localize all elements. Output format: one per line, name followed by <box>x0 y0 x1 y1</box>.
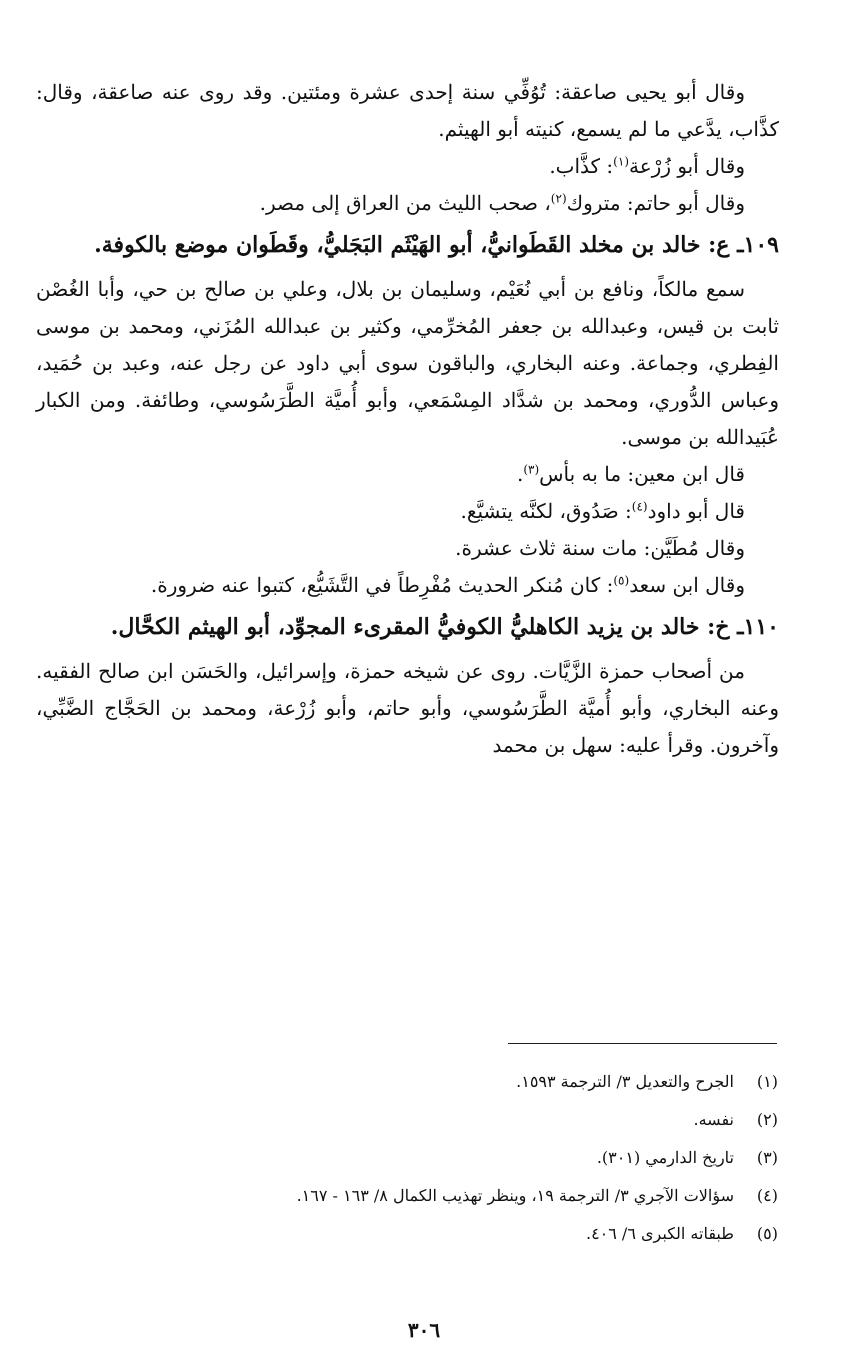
paragraph-text: وقال أبو زُرْعة <box>629 154 745 178</box>
quote-ibn-main <box>36 456 779 493</box>
footnote-number: (٣) <box>756 1148 778 1167</box>
quote-text: وقال ابن سعد <box>629 573 745 597</box>
quote-ibn-sad <box>36 567 779 604</box>
footnote-text: الجرح والتعديل ٣/ الترجمة ١٥٩٣. <box>516 1072 734 1091</box>
footnote-ref-4: (٤) <box>631 499 648 514</box>
paragraph-abu-hatim <box>36 185 779 222</box>
footnote-number: (١) <box>756 1072 778 1091</box>
footnote-item <box>60 1177 778 1215</box>
footnote-divider <box>508 1043 777 1044</box>
footnote-item <box>60 1215 778 1253</box>
quote-mutayyan: وقال مُطَيَّن: مات سنة ثلاث عشرة. <box>455 536 745 560</box>
paragraph-text: ، صحب الليث من العراق إلى مصر. <box>259 191 551 215</box>
entry-heading-109: ١٠٩ـ ع: خالد بن مخلد القَطَوانيُّ، أبو الهَيْثَم البَجَليُّ، وقَطَوان موضع بالكوفة. <box>94 232 779 258</box>
quote-abu-dawud <box>36 493 779 530</box>
entry-body-109: سمع مالكاً، ونافع بن أبي نُعَيْم، وسليمان بن بلال، وعلي بن صالح بن حي، وأبا الغُصْن ثابت بن قيس، وعبدالله بن جعفر المُخرِّمي، وكثير بن عبدالله المُزَني، ومحمد بن موسى الفِطري، وجماعة. وعنه البخاري، والباقون سوى أبي داود عن رجل عنه، وعبد بن حُمَيد، وعباس الدُّوري، ومحمد بن شدَّاد المِسْمَعي، وأبو أُميَّة الطَّرَسُوسي، وطائفة. ومن الكبار عُبَيدالله بن موسى. <box>36 277 779 449</box>
quote-text: قال ابن معين: ما به بأس <box>539 462 745 486</box>
footnote-text: نفسه. <box>693 1110 734 1129</box>
footnote-ref-1: (١) <box>613 154 629 169</box>
footnote-item <box>60 1139 778 1177</box>
paragraph-abu-yahya <box>36 74 779 148</box>
entry-body-110: من أصحاب حمزة الزَّيَّات. روى عن شيخه حمزة، وإسرائيل، والحَسَن ابن صالح الفقيه. وعنه البخاري، وأبو أُميَّة الطَّرَسُوسي، وأبو حاتم، وأبو زُرْعة، ومحمد بن الحَجَّاج الضَّبِّي، وآخرون. وقرأ عليه: سهل بن محمد <box>36 659 779 757</box>
footnotes <box>60 1063 778 1253</box>
quote-text: : كان مُنكر الحديث مُفْرِطاً في التَّشَيُّع، كتبوا عنه ضرورة. <box>150 573 614 597</box>
main-text <box>36 74 779 764</box>
page-number: ٣٠٦ <box>407 1318 441 1342</box>
footnote-text: طبقاته الكبرى ٦/ ٤٠٦. <box>585 1224 734 1243</box>
footnote-number: (٥) <box>756 1224 778 1243</box>
footnote-text: سؤالات الآجري ٣/ الترجمة ١٩، وينظر تهذيب الكمال ٨/ ١٦٣ - ١٦٧. <box>296 1186 734 1205</box>
paragraph-text: وقال أبو حاتم: متروك <box>566 191 745 215</box>
footnote-item <box>60 1063 778 1101</box>
footnote-item <box>60 1101 778 1139</box>
footnote-ref-2: (٢) <box>550 191 567 206</box>
paragraph-text: وقال أبو يحيى صاعقة: تُوُفِّي سنة إحدى عشرة ومئتين. وقد روى عنه صاعقة، وقال: كذَّاب، يدَّعي ما لم يسمع، كنيته أبو الهيثم. <box>36 80 779 141</box>
quote-text: قال أبو داود <box>647 499 745 523</box>
footnote-number: (٢) <box>756 1110 778 1129</box>
footnote-number: (٤) <box>756 1186 778 1205</box>
quote-text: : صَدُوق، لكنَّه يتشيَّع. <box>460 499 632 523</box>
footnote-ref-3: (٣) <box>523 462 540 477</box>
footnote-ref-5: (٥) <box>613 573 630 588</box>
entry-heading-110: ١١٠ـ خ: خالد بن يزيد الكاهليُّ الكوفيُّ المقرىء المجوِّد، أبو الهيثم الكحَّال. <box>110 614 779 640</box>
paragraph-text: : كذَّاب. <box>549 154 614 178</box>
paragraph-abu-zura <box>36 148 779 185</box>
footnote-text: تاريخ الدارمي (٣٠١). <box>596 1148 734 1167</box>
quote-text: . <box>516 462 524 486</box>
